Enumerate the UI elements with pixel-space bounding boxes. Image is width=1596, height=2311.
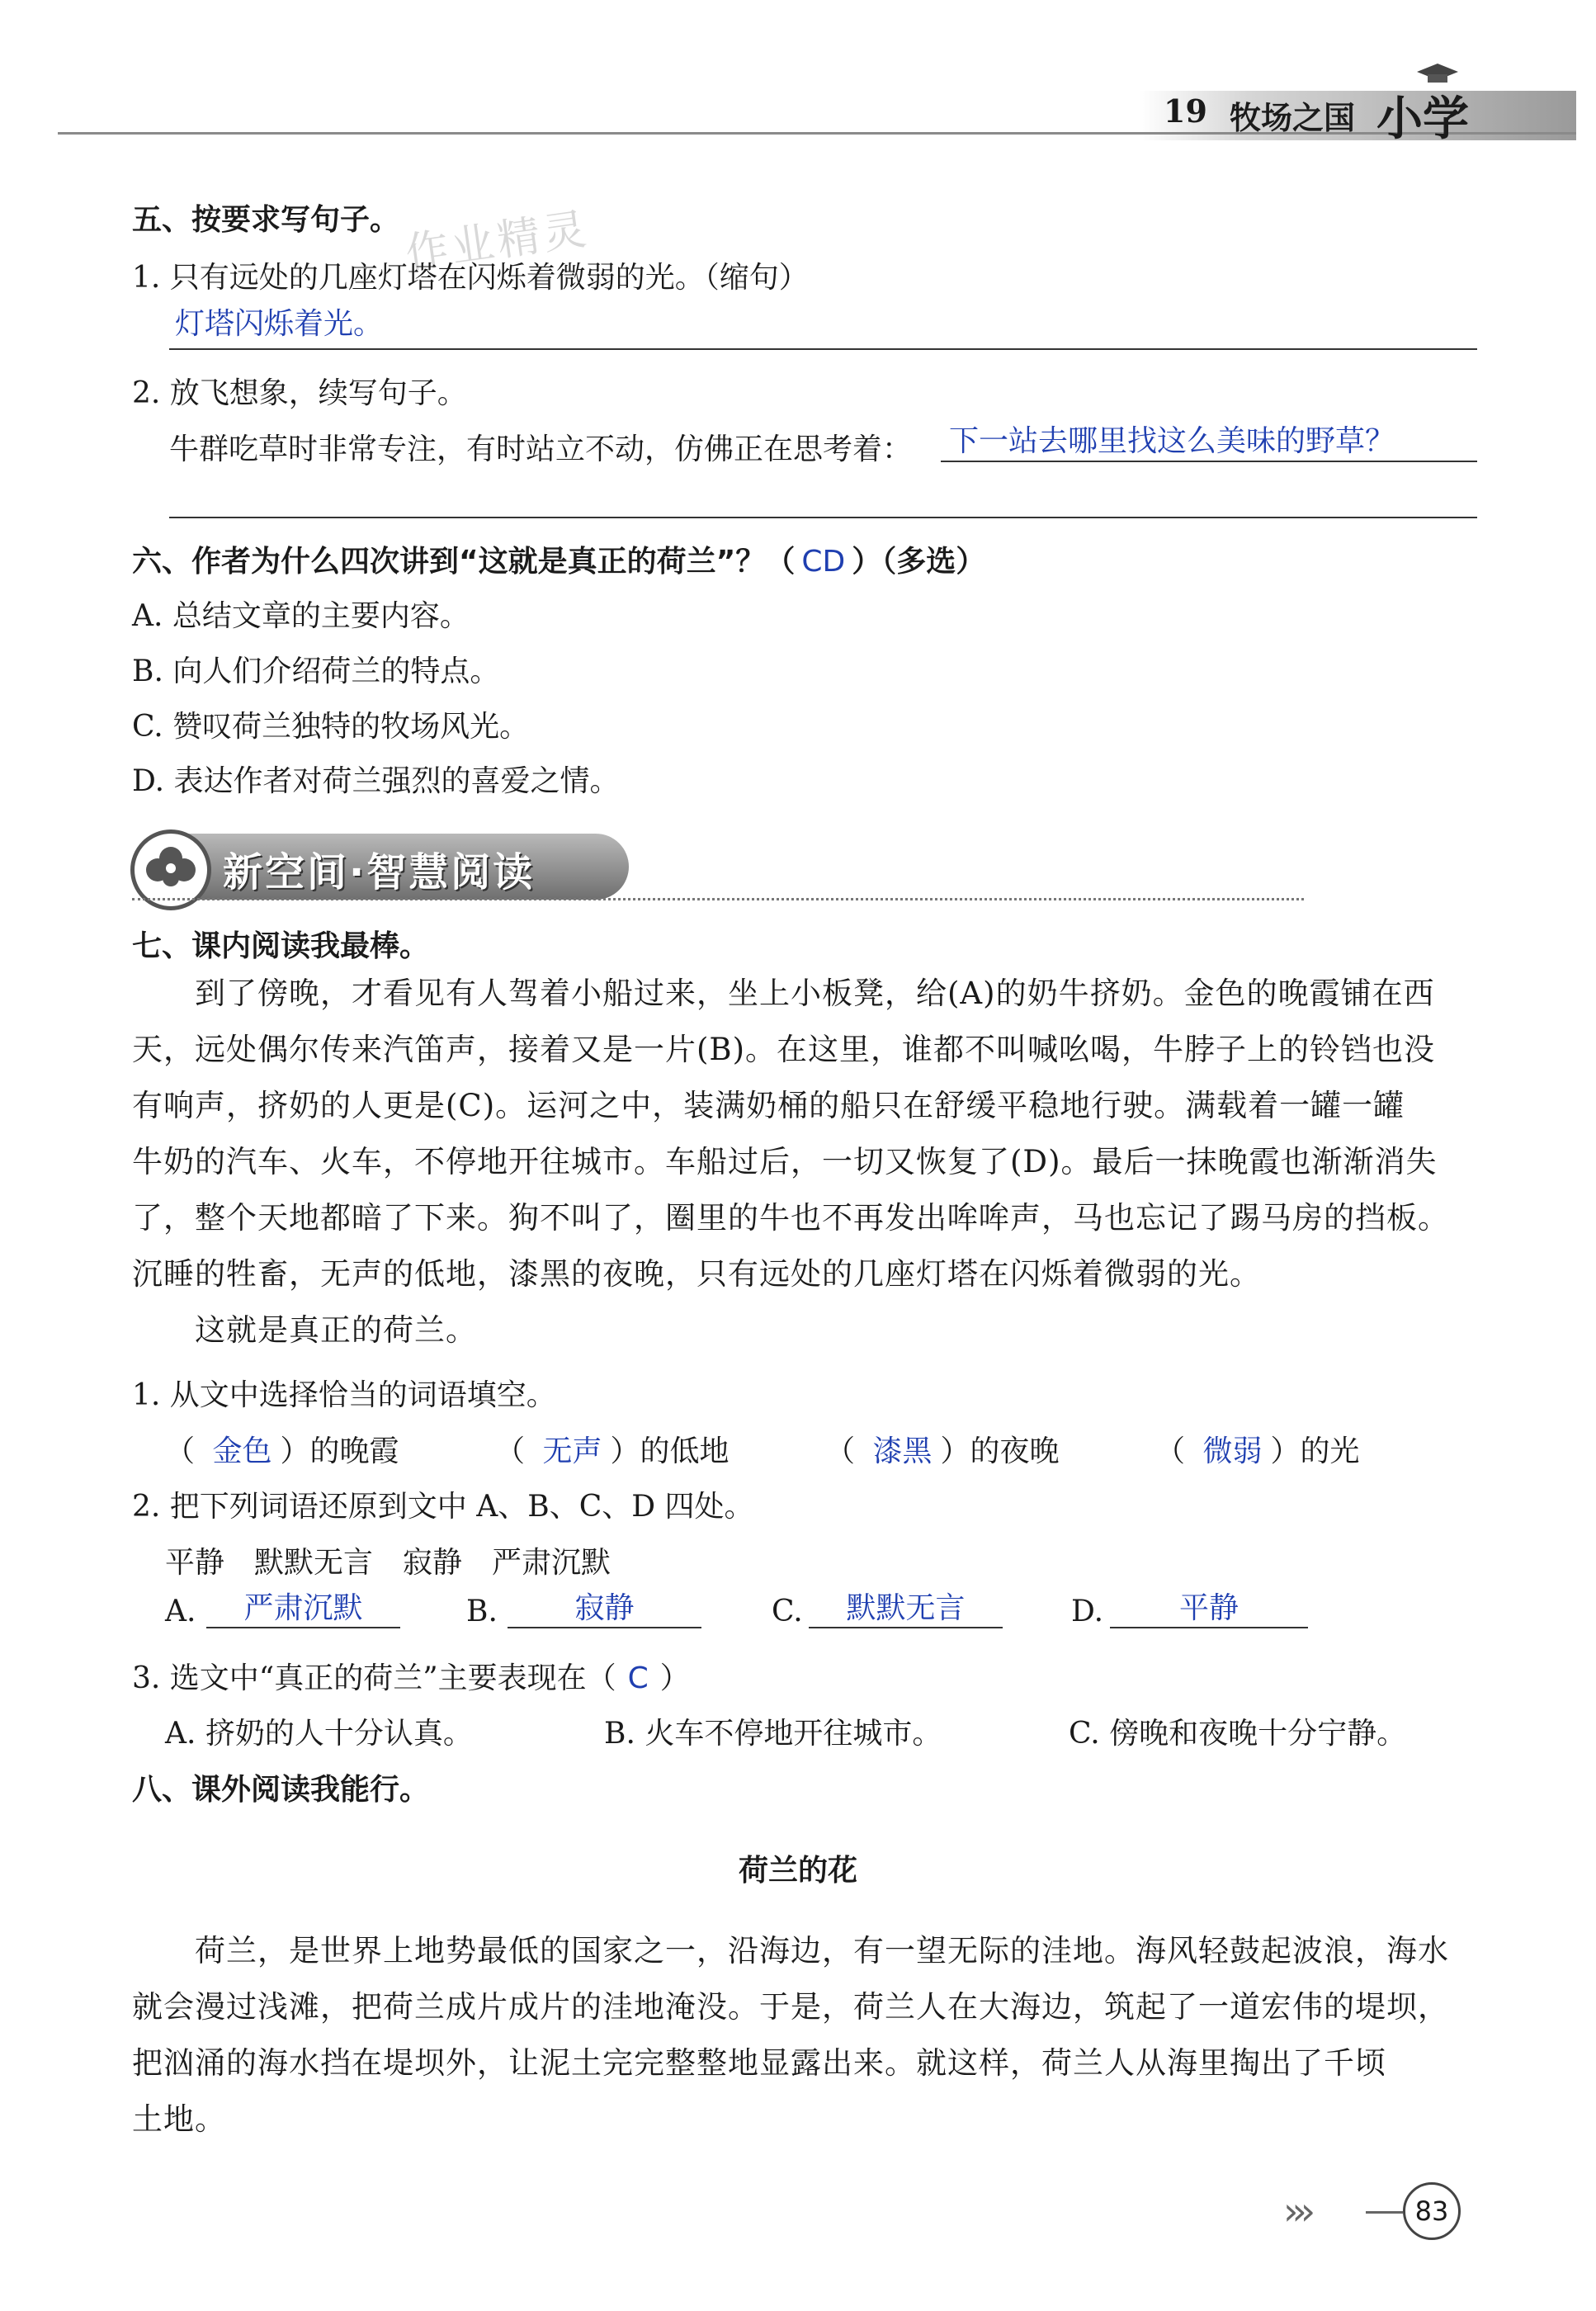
s5-q1-answer-line — [169, 348, 1477, 350]
s7-q1-suffix-1: ）的晚霞 — [280, 1434, 399, 1468]
s7-q2-label-d: D. — [1071, 1595, 1104, 1628]
s6-option-c: C. 赞叹荷兰独特的牧场风光。 — [132, 710, 530, 744]
passage-line: 到了傍晚，才看见有人驾着小船过来，坐上小板凳，给(A)的奶牛挤奶。金色的晚霞铺在西 — [132, 976, 1435, 1011]
section-7-title: 七、课内阅读我最棒。 — [132, 929, 430, 963]
s5-q1-text: 1. 只有远处的几座灯塔在闪烁着微弱的光。（缩句） — [132, 261, 809, 295]
s5-q2-answer-line — [941, 461, 1477, 462]
s7-q1-suffix-3: ）的夜晚 — [940, 1434, 1060, 1468]
passage-line: 把汹涌的海水挡在堤坝外，让泥土完完整整地显露出来。就这样，荷兰人从海里掏出了千顷 — [132, 2045, 1386, 2081]
s7-q2-answer-d: 平静 — [1110, 1585, 1308, 1628]
page-number: 83 — [1403, 2182, 1461, 2240]
s7-q3-option-a: A. 挤奶的人十分认真。 — [165, 1717, 473, 1751]
s7-q2-answer-b: 寂静 — [508, 1585, 701, 1628]
section-6-title: 六、作者为什么四次讲到“这就是真正的荷兰”？（ — [132, 545, 796, 579]
s7-q2-words: 平静 默默无言 寂静 严肃沉默 — [165, 1546, 611, 1580]
s7-q2-label-b: B. — [466, 1595, 498, 1628]
graduation-cap-icon — [1413, 59, 1462, 92]
s5-q2-prompt: 牛群吃草时非常专注，有时站立不动，仿佛正在思考着： — [169, 432, 913, 466]
passage-line: 这就是真正的荷兰。 — [132, 1312, 477, 1348]
passage-line: 有响声，挤奶的人更是(C)。运河之中，装满奶桶的船只在舒缓平稳地行驶。满载着一罐一罐 — [132, 1088, 1405, 1123]
s7-passage — [132, 966, 1485, 1359]
passage-line: 土地。 — [132, 2101, 226, 2137]
passage-line: 牛奶的汽车、火车，不停地开往城市。车船过后，一切又恢复了(D)。最后一抹晚霞也渐渐消失 — [132, 1144, 1438, 1179]
s7-q2-answer-c: 默默无言 — [809, 1585, 1003, 1628]
arrows-icon: ››› — [1283, 2189, 1310, 2233]
s7-q1-answer-4: 微弱 — [1202, 1434, 1263, 1468]
s6-option-b: B. 向人们介绍荷兰的特点。 — [132, 655, 500, 688]
s7-q3-text: 3. 选文中“真正的荷兰”主要表现在（ — [132, 1661, 616, 1695]
s7-q1-answer-3: 漆黑 — [872, 1434, 933, 1468]
s7-q3-option-b: B. 火车不停地开往城市。 — [604, 1717, 942, 1751]
s7-q3-option-c: C. 傍晚和夜晚十分宁静。 — [1069, 1717, 1407, 1751]
watermark: 作业精灵 — [402, 204, 593, 280]
article-title: 荷兰的花 — [738, 1854, 857, 1888]
section-5-title: 五、按要求写句子。 — [132, 203, 400, 237]
banner-title: 新空间·智慧阅读 — [223, 849, 536, 896]
s5-q2-answer: 下一站去哪里找这么美味的野草？ — [949, 424, 1395, 458]
s7-q3-answer: C — [627, 1661, 649, 1695]
s7-q2-label-c: C. — [772, 1595, 803, 1628]
s8-passage — [132, 1923, 1485, 2148]
s7-q2-answer-a: 严肃沉默 — [206, 1585, 400, 1628]
banner-dotted-rule — [132, 898, 1304, 900]
s7-q2-text: 2. 把下列词语还原到文中 A、B、C、D 四处。 — [132, 1490, 754, 1524]
s5-q2-answer-line-2 — [169, 517, 1477, 518]
passage-line: 就会漫过浅滩，把荷兰成片成片的洼地淹没。于是，荷兰人在大海边，筑起了一道宏伟的堤坝， — [132, 1989, 1449, 2025]
s7-q1-answer-1: 金色 — [212, 1434, 272, 1468]
s7-q1-suffix-2: ）的低地 — [610, 1434, 730, 1468]
s5-q1-answer: 灯塔闪烁着光。 — [175, 307, 384, 341]
footer-rule — [1366, 2211, 1403, 2214]
s7-q3-text-end: ） — [659, 1661, 690, 1695]
passage-line: 沉睡的牲畜，无声的低地，漆黑的夜晚，只有远处的几座灯塔在闪烁着微弱的光。 — [132, 1256, 1261, 1292]
brand-logo: 小学 — [1376, 92, 1469, 146]
lesson-title: 牧场之国 — [1230, 100, 1356, 136]
passage-line: 了，整个天地都暗了下来。狗不叫了，圈里的牛也不再发出哞哞声，马也忘记了踢马房的挡板。 — [132, 1200, 1449, 1236]
s7-q1-text: 1. 从文中选择恰当的词语填空。 — [132, 1378, 556, 1412]
passage-line: 荷兰，是世界上地势最低的国家之一，沿海边，有一望无际的洼地。海风轻鼓起波浪，海水 — [132, 1933, 1449, 1968]
s7-q2-label-a: A. — [165, 1595, 196, 1628]
s5-q2-text: 2. 放飞想象，续写句子。 — [132, 376, 467, 410]
s7-q1-suffix-4: ）的光 — [1270, 1434, 1360, 1468]
section-6-title-end: ）（多选） — [852, 545, 986, 579]
s7-q1-answer-2: 无声 — [542, 1434, 602, 1468]
section-8-title: 八、课外阅读我能行。 — [132, 1773, 430, 1807]
lesson-number: 19 — [1164, 92, 1207, 130]
passage-line: 天，远处偶尔传来汽笛声，接着又是一片(B)。在这里，谁都不叫喊吆喝，牛脖子上的铃铛也没 — [132, 1032, 1436, 1067]
s6-option-d: D. 表达作者对荷兰强烈的喜爱之情。 — [132, 764, 620, 798]
s6-answer: CD — [801, 545, 846, 579]
s6-option-a: A. 总结文章的主要内容。 — [132, 599, 470, 633]
